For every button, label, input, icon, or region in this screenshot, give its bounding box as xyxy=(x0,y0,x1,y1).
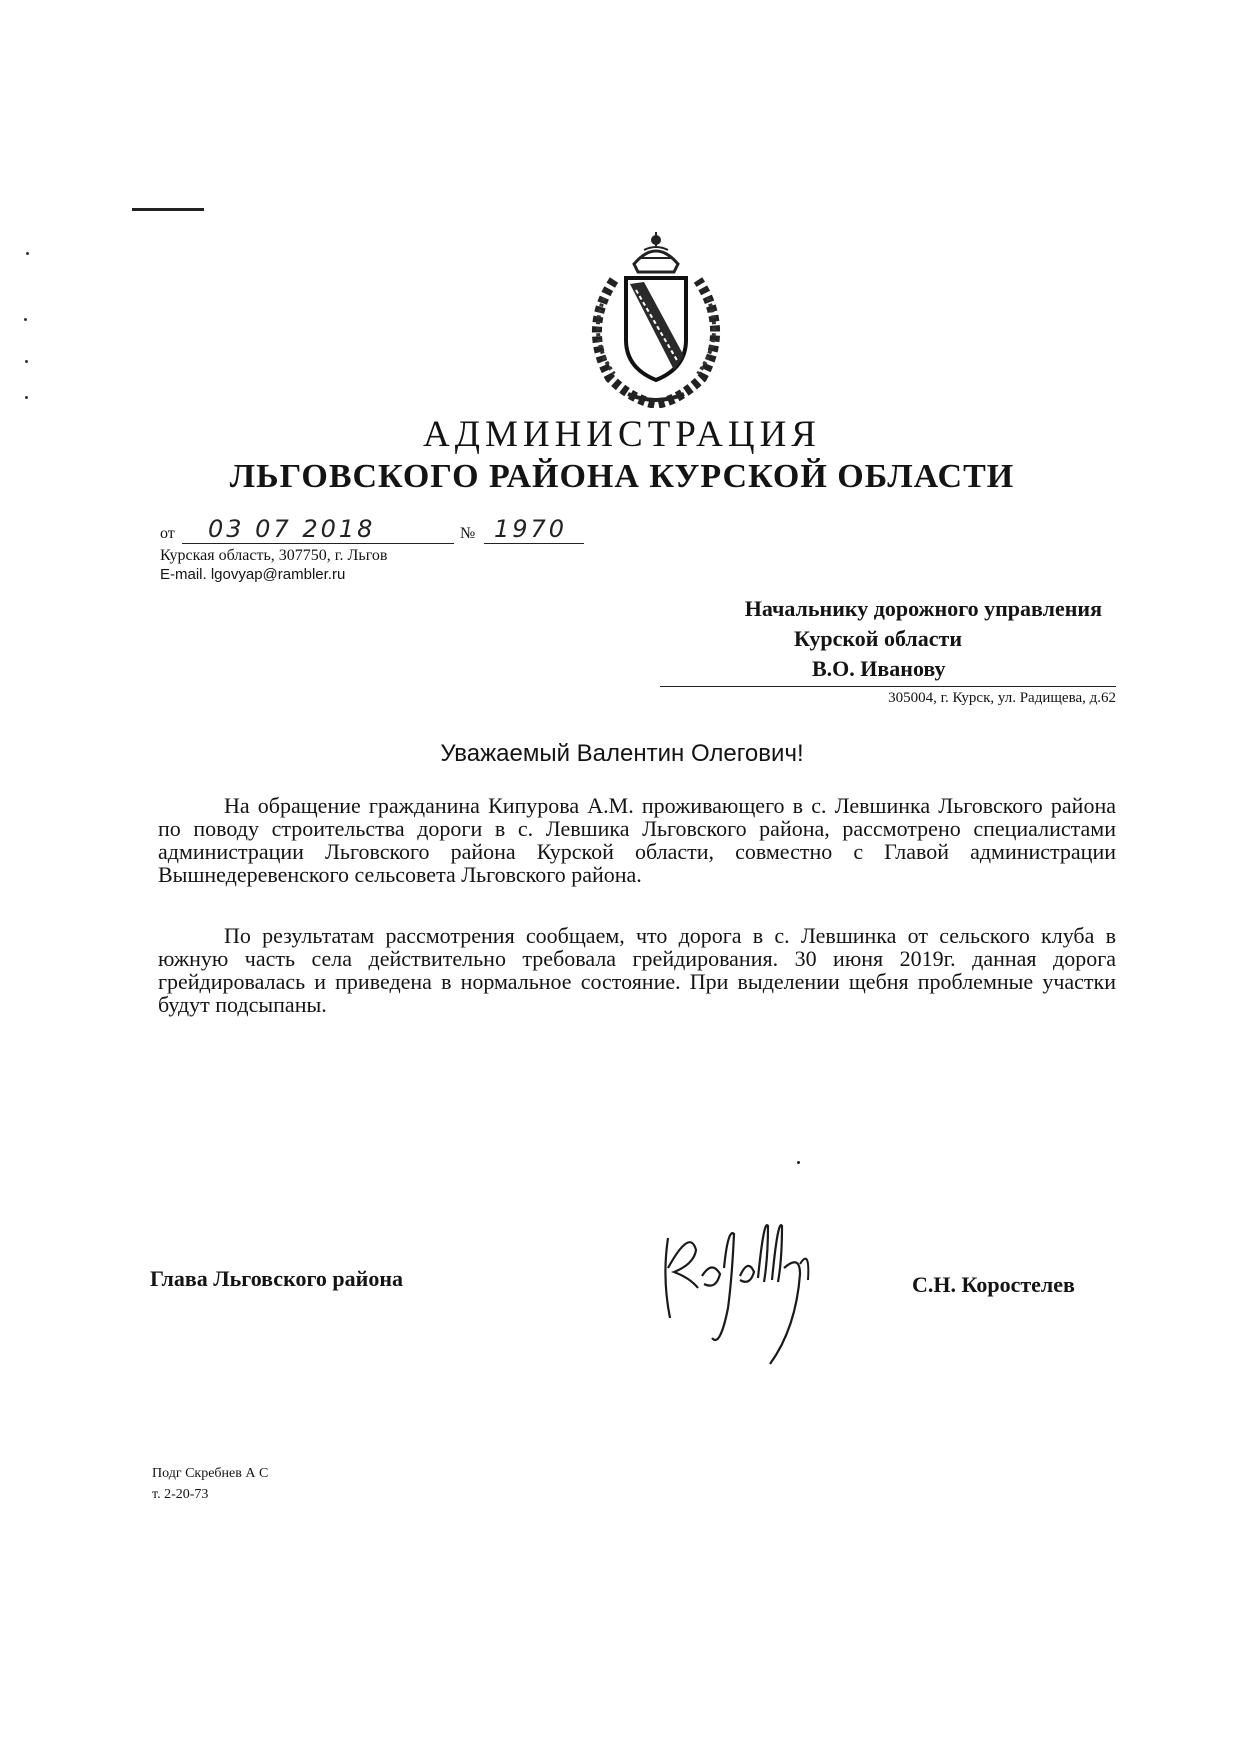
top-dash-mark xyxy=(132,208,204,211)
handwritten-signature xyxy=(650,1168,850,1368)
number-underline xyxy=(484,543,584,544)
date-underline xyxy=(182,543,454,544)
coat-of-arms-emblem xyxy=(574,228,738,408)
contact-phone: т. 2-20-73 xyxy=(152,1487,209,1502)
recipient-divider xyxy=(660,686,1116,687)
stray-dot xyxy=(797,1161,800,1164)
reference-line xyxy=(160,517,620,545)
organization-name: АДМИНИСТРАЦИЯ xyxy=(423,414,821,455)
margin-mark xyxy=(26,252,29,255)
greeting: Уважаемый Валентин Олегович! xyxy=(440,740,804,767)
recipient-position: Начальнику дорожного управления xyxy=(744,596,1102,621)
handwritten-number: 1970 xyxy=(494,515,568,543)
number-label: № xyxy=(460,525,476,542)
sender-email: E-mail. lgovyap@rambler.ru xyxy=(160,566,346,583)
recipient-address: 305004, г. Курск, ул. Радищева, д.62 xyxy=(888,690,1116,706)
recipient-region: Курской области xyxy=(794,626,963,651)
prepared-by: Подг Скребнев А С xyxy=(152,1466,269,1481)
sender-address: Курская область, 307750, г. Льгов xyxy=(160,547,388,564)
organization-district: ЛЬГОВСКОГО РАЙОНА КУРСКОЙ ОБЛАСТИ xyxy=(229,458,1015,495)
handwritten-date: 03 07 2018 xyxy=(208,515,376,543)
paragraph-text: На обращение гражданина Кипурова А.М. проживающего в с. Левшинка Льговского района по поводу строительства дороги в с. Левшика Льговского района, рассмотрено специалистами администрации Льговского района Курской области, совместно с Главой администрации Вышнедеревенского сельсовета Льговского района. xyxy=(158,793,1116,887)
body-paragraph xyxy=(158,924,1116,1016)
signatory-title: Глава Льговского района xyxy=(150,1266,403,1291)
from-label: от xyxy=(160,525,175,542)
margin-mark xyxy=(25,360,28,363)
body-paragraph xyxy=(158,794,1116,886)
signatory-name: С.Н. Коростелев xyxy=(912,1272,1075,1297)
margin-mark xyxy=(24,318,27,321)
recipient-name: В.О. Иванову xyxy=(812,656,946,681)
margin-mark xyxy=(25,396,28,399)
paragraph-text: По результатам рассмотрения сообщаем, что дорога в с. Левшинка от сельского клуба в южную часть села действительно требовала грейдирования. 30 июня 2019г. данная дорога грейдировалась и приведена в нормальное состояние. При выделении щебня проблемные участки будут подсыпаны. xyxy=(158,923,1116,1017)
